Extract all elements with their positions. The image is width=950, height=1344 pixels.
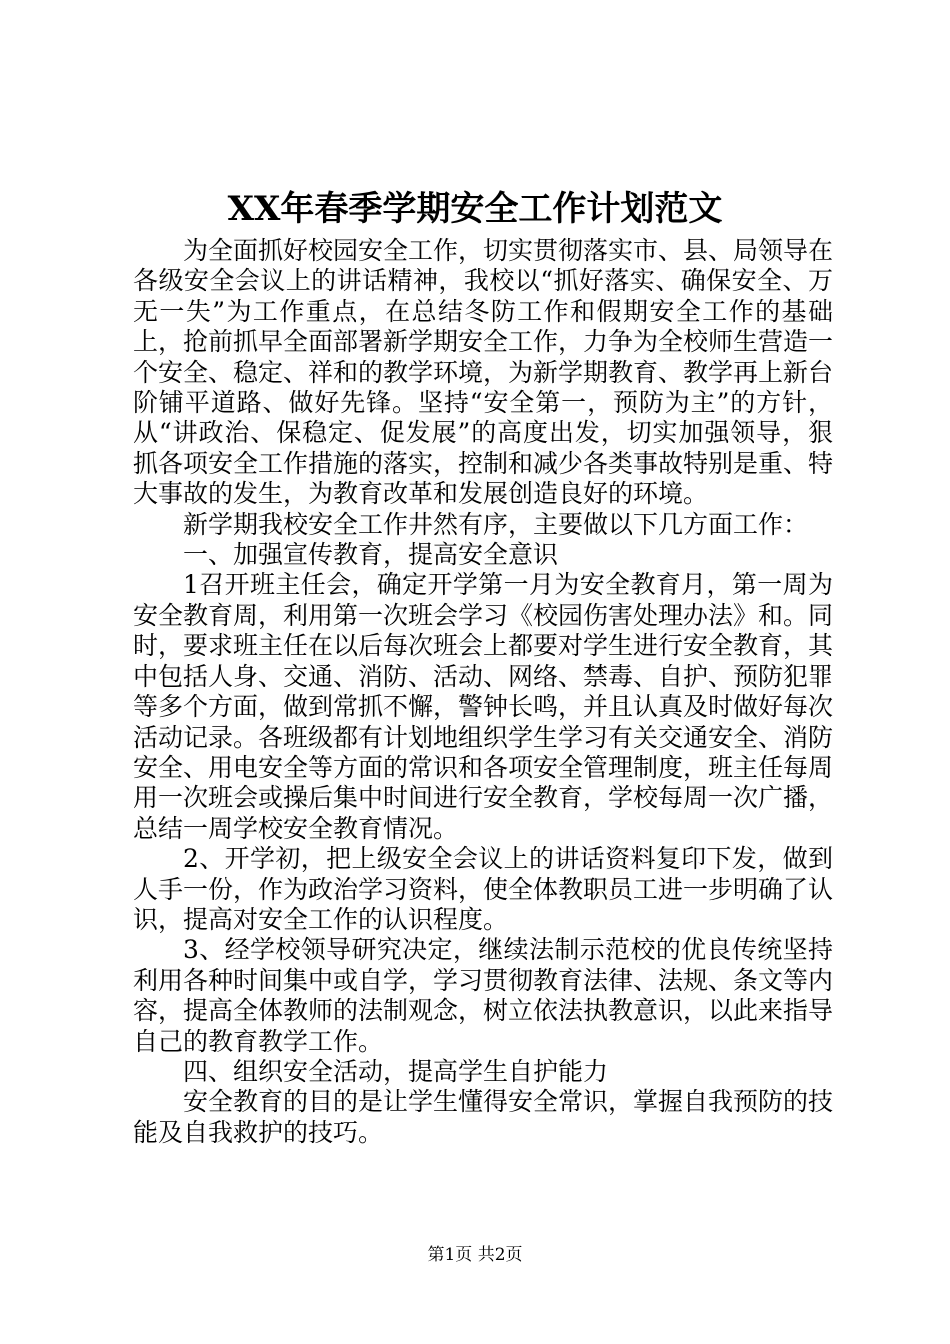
document-body [133,236,833,1148]
paragraph-overview: 新学期我校安全工作井然有序，主要做以下几方面工作： [183,509,809,539]
paragraph-item-3: 3、经学校领导研究决定，继续法制示范校的优良传统坚持利用各种时间集中或自学，学习贯彻教育法律、法规、条文等内容，提高全体教师的法制观念，树立依法执教意识，以此来指导自己的教育教学工作。 [133,935,834,1056]
document-title: XX年春季学期安全工作计划范文 [227,189,723,229]
page-footer: 第1页 共2页 [427,1245,523,1265]
paragraph-safety-goal: 安全教育的目的是让学生懂得安全常识，掌握自我预防的技能及自我救护的技巧。 [133,1087,834,1147]
paragraph-item-1: 1召开班主任会，确定开学第一月为安全教育月，第一周为安全教育周，利用第一次班会学习《校园伤害处理办法》和。同时，要求班主任在以后每次班会上都要对学生进行安全教育，其中包括人身、交通、消防、活动、网络、禁毒、自护、预防犯罪等多个方面，做到常抓不懈，警钟长鸣，并且认真及时做好每次活动记录。各班级都有计划地组织学生学习有关交通安全、消防安全、用电安全等方面的常识和各项安全管理制度，班主任每周用一次班会或操后集中时间进行安全教育，学校每周一次广播，总结一周学校安全教育情况。 [133,570,834,843]
paragraph-intro: 为全面抓好校园安全工作，切实贯彻落实市、县、局领导在各级安全会议上的讲话精神，我校以“抓好落实、确保安全、万无一失”为工作重点，在总结冬防工作和假期安全工作的基础上，抢前抓早全面部署新学期安全工作，力争为全校师生营造一个安全、稳定、祥和的教学环境，为新学期教育、教学再上新台阶铺平道路、做好先锋。坚持“安全第一，预防为主”的方针，从“讲政治、保稳定、促发展”的高度出发，切实加强领导，狠抓各项安全工作措施的落实，控制和减少各类事故特别是重、特大事故的发生，为教育改革和发展创造良好的环境。 [133,236,834,509]
paragraph-item-2: 2、开学初，把上级安全会议上的讲话资料复印下发，做到人手一份，作为政治学习资料，使全体教职员工进一步明确了认识，提高对安全工作的认识程度。 [133,844,834,934]
section-heading-4: 四、组织安全活动，提高学生自护能力 [183,1056,609,1086]
section-heading-1: 一、加强宣传教育，提高安全意识 [183,540,559,570]
